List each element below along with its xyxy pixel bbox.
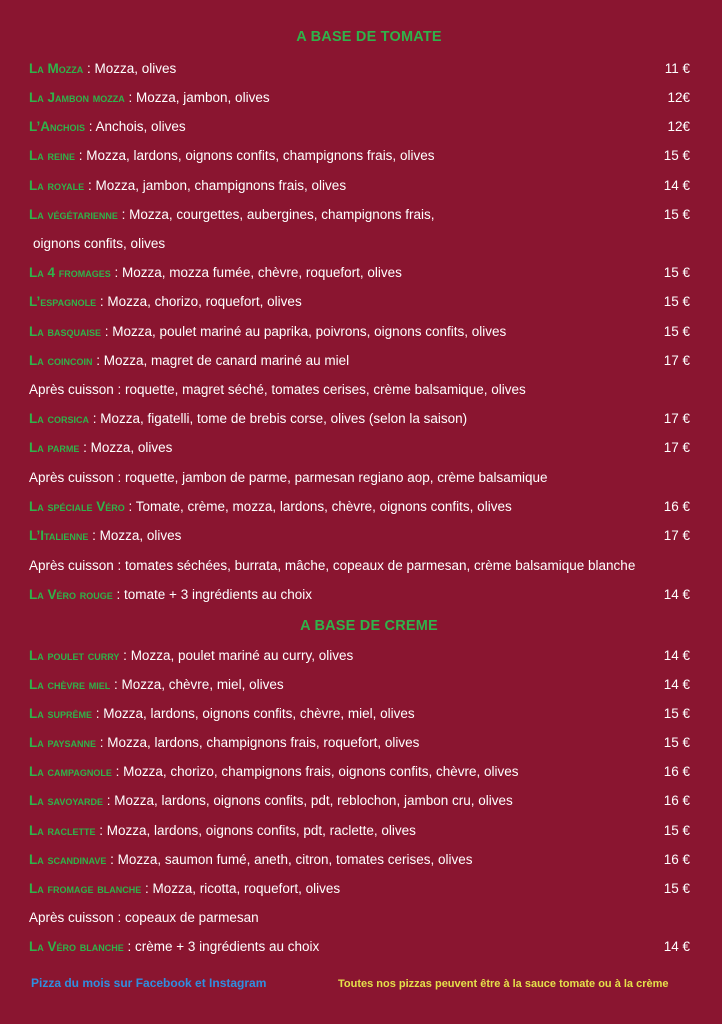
item-sep: : — [96, 735, 108, 750]
item-name: La parme — [29, 440, 80, 455]
item-sep: : — [103, 793, 115, 808]
menu-item-la-savoyarde — [29, 791, 690, 811]
item-price: 16 € — [663, 499, 690, 514]
item-name: La chèvre miel — [29, 677, 111, 692]
item-sep: : — [141, 881, 153, 896]
menu-item-la-raclette — [29, 821, 690, 841]
menu-item-la-vero-rouge — [29, 585, 690, 605]
item-name: La Mozza — [29, 61, 84, 76]
item-name: La poulet curry — [29, 648, 120, 663]
menu-item-la-parme — [29, 438, 690, 458]
menu-item-la-mozza — [29, 59, 690, 79]
item-desc: Mozza, lardons, champignons frais, roquefort, olives — [107, 735, 420, 750]
item-sep: : — [123, 939, 136, 954]
item-price: 17 € — [663, 440, 690, 455]
item-price: 15 € — [663, 294, 690, 309]
item-desc: Mozza, lardons, oignons confits, champignons frais, olives — [86, 148, 435, 163]
item-desc: tomate + 3 ingrédients au choix — [124, 587, 313, 602]
item-price: 15 € — [663, 823, 690, 838]
menu-item-la-vegetarienne — [29, 205, 690, 225]
item-desc: crème + 3 ingrédients au choix — [135, 939, 320, 954]
menu-item-la-4-fromages — [29, 263, 690, 283]
menu-item-la-campagnole — [29, 762, 690, 782]
item-price: 12€ — [667, 90, 690, 105]
item-sep: : — [110, 265, 123, 280]
item-desc-continued: oignons confits, olives — [33, 236, 166, 251]
item-sep: : — [79, 440, 91, 455]
item-price: 14 € — [663, 178, 690, 193]
menu-item-la-vero-blanche — [29, 937, 690, 957]
item-name: La reine — [29, 148, 76, 163]
item-desc: Mozza, poulet mariné au paprika, poivrons, oignons confits, olives — [112, 324, 507, 339]
menu-item-l-espagnole — [29, 292, 690, 312]
item-price: 15 € — [663, 324, 690, 339]
item-desc: Mozza, figatelli, tome de brebis corse, olives (selon la saison) — [100, 411, 468, 426]
item-sep: : — [92, 353, 104, 368]
menu-item-la-chevre-miel — [29, 675, 690, 695]
item-price: 16 € — [663, 793, 690, 808]
footer-pizza-du-mois: Pizza du mois sur Facebook et Instagram — [31, 976, 267, 990]
item-name: La suprême — [29, 706, 93, 721]
item-desc: Mozza, chèvre, miel, olives — [121, 677, 284, 692]
item-sep: : — [96, 294, 108, 309]
after-cooking-note: Après cuisson : copeaux de parmesan — [29, 910, 259, 925]
menu-item-l-italienne — [29, 526, 690, 546]
item-price: 15 € — [663, 706, 690, 721]
item-sep: : — [106, 852, 118, 867]
item-desc: Mozza, magret de canard mariné au miel — [103, 353, 350, 368]
item-desc: Mozza, chorizo, champignons frais, oignons confits, chèvre, olives — [123, 764, 519, 779]
item-desc: Tomate, crème, mozza, lardons, chèvre, oignons confits, olives — [135, 499, 512, 514]
item-price: 15 € — [663, 148, 690, 163]
item-sep: : — [88, 528, 100, 543]
item-desc: Mozza, courgettes, aubergines, champignons frais, — [129, 207, 435, 222]
item-desc: Mozza, lardons, oignons confits, pdt, reblochon, jambon cru, olives — [114, 793, 513, 808]
item-sep: : — [89, 411, 101, 426]
item-sep: : — [101, 324, 113, 339]
item-price: 16 € — [663, 764, 690, 779]
menu-item-la-jambon-mozza — [29, 88, 690, 108]
item-sep: : — [124, 499, 136, 514]
item-sep: : — [111, 764, 124, 779]
item-desc: Mozza, jambon, olives — [136, 90, 270, 105]
menu-item-l-anchois — [29, 117, 690, 137]
item-price: 15 € — [663, 735, 690, 750]
menu-item-la-supreme — [29, 704, 690, 724]
footer-sauce-note: Toutes nos pizzas peuvent être à la sauce tomate ou à la crème — [338, 978, 669, 990]
item-price: 14 € — [663, 677, 690, 692]
item-desc: Mozza, lardons, oignons confits, pdt, raclette, olives — [106, 823, 416, 838]
menu-item-la-scandinave — [29, 850, 690, 870]
item-desc: Mozza, olives — [94, 61, 177, 76]
item-sep: : — [84, 178, 96, 193]
item-name: L’espagnole — [29, 294, 97, 309]
item-sep: : — [110, 677, 122, 692]
item-name: La végétarienne — [29, 207, 118, 222]
item-price: 14 € — [663, 587, 690, 602]
item-desc: Mozza, olives — [90, 440, 173, 455]
menu-item-la-royale — [29, 176, 690, 196]
menu-item-la-corsica — [29, 409, 690, 429]
after-cooking-note: Après cuisson : tomates séchées, burrata, mâche, copeaux de parmesan, crème balsamique blanche — [29, 558, 636, 573]
item-price: 17 € — [663, 411, 690, 426]
item-name: La savoyarde — [29, 793, 104, 808]
item-price: 17 € — [663, 528, 690, 543]
item-price: 11 € — [664, 61, 690, 76]
item-name: La fromage blanche — [29, 881, 142, 896]
item-price: 12€ — [667, 119, 690, 134]
item-name: La royale — [29, 178, 85, 193]
item-name: La corsica — [29, 411, 89, 426]
item-sep: : — [95, 823, 107, 838]
item-name: La Jambon mozza — [29, 90, 125, 105]
menu-item-la-reine — [29, 146, 690, 166]
item-desc: Mozza, olives — [99, 528, 182, 543]
item-name: La Véro blanche — [29, 939, 124, 954]
item-sep: : — [75, 148, 87, 163]
item-desc: Mozza, chorizo, roquefort, olives — [107, 294, 302, 309]
item-sep: : — [92, 706, 104, 721]
item-sep: : — [85, 119, 96, 134]
menu-item-la-speciale-vero — [29, 497, 690, 517]
item-name: La basquaise — [29, 324, 102, 339]
item-name: L’Italienne — [29, 528, 89, 543]
item-desc: Mozza, poulet mariné au curry, olives — [130, 648, 354, 663]
item-sep: : — [119, 648, 131, 663]
item-desc: Anchois, olives — [95, 119, 186, 134]
item-name: La raclette — [29, 823, 96, 838]
item-sep: : — [83, 61, 95, 76]
item-name: L’Anchois — [29, 119, 86, 134]
item-price: 15 € — [663, 207, 690, 222]
menu-item-la-paysanne — [29, 733, 690, 753]
item-sep: : — [117, 207, 130, 222]
item-desc: Mozza, jambon, champignons frais, olives — [95, 178, 347, 193]
item-price: 16 € — [663, 852, 690, 867]
item-name: La scandinave — [29, 852, 107, 867]
item-desc: Mozza, mozza fumée, chèvre, roquefort, olives — [122, 265, 402, 280]
menu-item-la-coincoin — [29, 351, 690, 371]
item-price: 15 € — [663, 265, 690, 280]
menu-item-la-fromage-blanche — [29, 879, 690, 899]
item-price: 17 € — [663, 353, 690, 368]
item-name: La coincoin — [29, 353, 93, 368]
after-cooking-note: Après cuisson : roquette, magret séché, tomates cerises, crème balsamique, olives — [29, 382, 526, 397]
item-sep: : — [124, 90, 137, 105]
item-price: 14 € — [663, 939, 690, 954]
item-name: La Véro rouge — [29, 587, 113, 602]
item-desc: Mozza, lardons, oignons confits, chèvre, miel, olives — [103, 706, 415, 721]
item-desc: Mozza, ricotta, roquefort, olives — [152, 881, 341, 896]
item-sep: : — [112, 587, 125, 602]
item-desc: Mozza, saumon fumé, aneth, citron, tomates cerises, olives — [117, 852, 473, 867]
menu-item-la-basquaise — [29, 322, 690, 342]
item-name: La 4 fromages — [29, 265, 111, 280]
after-cooking-note: Après cuisson : roquette, jambon de parme, parmesan regiano aop, crème balsamique — [29, 470, 548, 485]
menu-item-la-poulet-curry — [29, 646, 690, 666]
item-name: La campagnole — [29, 764, 112, 779]
item-name: La paysanne — [29, 735, 97, 750]
item-price: 14 € — [663, 648, 690, 663]
item-price: 15 € — [663, 881, 690, 896]
item-name: La spéciale Véro — [29, 499, 125, 514]
section-title-creme: A BASE DE CREME — [300, 618, 438, 634]
section-title-tomate: A BASE DE TOMATE — [296, 29, 442, 45]
